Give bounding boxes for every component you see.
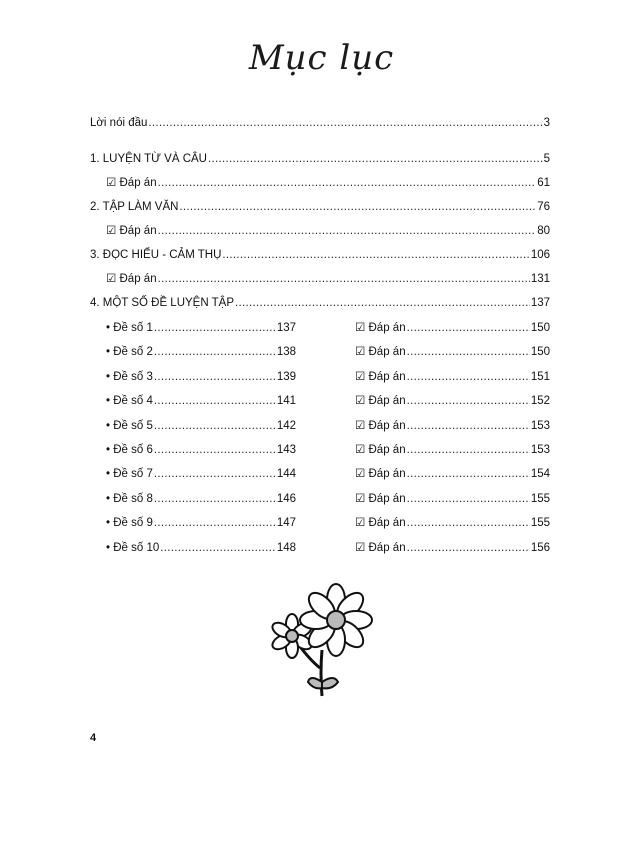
dot-leader xyxy=(158,223,537,239)
dot-leader xyxy=(407,418,530,434)
toc-entry-label: • Đề số 2 xyxy=(106,346,153,359)
dot-leader xyxy=(407,515,530,531)
toc-entry-label: 1. LUYỆN TỪ VÀ CÂU xyxy=(90,153,207,165)
dot-leader xyxy=(407,442,530,458)
toc-entry-answers-1[interactable] xyxy=(106,175,550,191)
toc-entry-page: 106 xyxy=(530,249,550,261)
dot-leader xyxy=(235,295,530,311)
toc-entry-label: ☑ Đáp án xyxy=(355,322,406,334)
dot-leader xyxy=(154,418,276,434)
toc-entry-label: ☑ Đáp án xyxy=(355,468,406,481)
toc-entry-label: • Đề số 6 xyxy=(106,444,153,456)
dot-leader xyxy=(208,151,543,167)
toc-entry-exam-answers[interactable] xyxy=(355,515,550,531)
dot-leader xyxy=(158,271,530,287)
toc-entry-page: 76 xyxy=(537,201,550,213)
toc-entry-label: ☑ Đáp án xyxy=(355,370,406,383)
toc-entry-label: Lời nói đầu xyxy=(90,117,148,129)
toc-entry-label: ☑ Đáp án xyxy=(355,517,406,530)
toc-entry-exam-answers[interactable] xyxy=(355,418,550,434)
toc-entry-exam[interactable] xyxy=(106,491,296,507)
toc-entry-page: 137 xyxy=(530,297,550,309)
page-number: 4 xyxy=(90,732,97,744)
toc-entry-label: 2. TẬP LÀM VĂN xyxy=(90,201,179,213)
toc-entry-page: 155 xyxy=(530,492,550,505)
toc-entry-exam[interactable] xyxy=(106,466,296,482)
toc-entry-page: 150 xyxy=(530,322,550,334)
toc-entry-exam-answers[interactable] xyxy=(355,491,550,507)
toc-entry-label: 4. MỘT SỐ ĐỀ LUYỆN TẬP xyxy=(90,297,235,309)
toc-entry-exam[interactable] xyxy=(106,344,296,360)
dot-leader xyxy=(154,515,276,531)
toc-entry-exam[interactable] xyxy=(106,393,296,409)
dot-leader xyxy=(154,393,276,409)
toc-entry-page: 131 xyxy=(530,273,550,285)
toc-entry-label: ☑ Đáp án xyxy=(106,225,157,237)
toc-entry-page: 156 xyxy=(530,541,550,554)
toc-entry-exam-answers[interactable] xyxy=(355,466,550,482)
toc-entry-section-4[interactable] xyxy=(90,295,550,311)
toc-entry-exam-answers[interactable] xyxy=(355,540,550,556)
toc-entry-page: 153 xyxy=(530,444,550,456)
toc-entry-page: 148 xyxy=(276,541,296,554)
toc-entry-exam[interactable] xyxy=(106,442,296,458)
toc-entry-page: 61 xyxy=(537,177,550,189)
toc-entry-page: 150 xyxy=(530,346,550,359)
toc-entry-page: 143 xyxy=(276,444,296,456)
toc-entry-page: 80 xyxy=(537,225,550,237)
toc-entry-exam[interactable] xyxy=(106,515,296,531)
toc-entry-section-2[interactable] xyxy=(90,199,550,215)
toc-entry-label: 3. ĐỌC HIỂU - CẢM THỤ xyxy=(90,249,222,261)
toc-entry-page: 142 xyxy=(276,419,296,432)
dot-leader xyxy=(158,175,537,191)
dot-leader xyxy=(154,491,276,507)
toc-entry-page: 3 xyxy=(543,117,550,129)
toc-entry-page: 5 xyxy=(543,153,550,165)
dot-leader xyxy=(160,540,276,556)
toc-entry-label: ☑ Đáp án xyxy=(355,419,406,432)
toc-entry-label: ☑ Đáp án xyxy=(355,395,406,408)
toc-entry-exam-answers[interactable] xyxy=(355,344,550,360)
toc-entry-page: 139 xyxy=(276,370,296,383)
toc-entry-page: 141 xyxy=(276,395,296,408)
toc-entry-page: 137 xyxy=(276,322,296,334)
toc-entry-exam[interactable] xyxy=(106,320,296,336)
toc-entry-label: ☑ Đáp án xyxy=(355,346,406,359)
toc-entry-label: ☑ Đáp án xyxy=(106,177,157,189)
dot-leader xyxy=(222,247,529,263)
toc-entry-section-3[interactable] xyxy=(90,247,550,263)
toc-entry-exam[interactable] xyxy=(106,418,296,434)
dot-leader xyxy=(154,320,276,336)
toc-entry-label: • Đề số 10 xyxy=(106,541,160,554)
dot-leader xyxy=(407,540,530,556)
toc-entry-label: • Đề số 9 xyxy=(106,517,153,530)
toc-entry-page: 154 xyxy=(530,468,550,481)
toc-entry-exam[interactable] xyxy=(106,369,296,385)
toc-entry-page: 147 xyxy=(276,517,296,530)
toc-entry-preface[interactable] xyxy=(90,115,550,131)
toc-entry-label: ☑ Đáp án xyxy=(355,444,406,456)
toc-entry-exam[interactable] xyxy=(106,540,296,556)
toc-entry-answers-2[interactable] xyxy=(106,223,550,239)
toc-entry-label: • Đề số 8 xyxy=(106,492,153,505)
toc-entry-label: • Đề số 7 xyxy=(106,468,153,481)
toc-entry-exam-answers[interactable] xyxy=(355,320,550,336)
toc-entry-label: • Đề số 3 xyxy=(106,370,153,383)
toc-entry-label: ☑ Đáp án xyxy=(355,492,406,505)
toc-entry-page: 152 xyxy=(530,395,550,408)
toc-entry-label: • Đề số 5 xyxy=(106,419,153,432)
dot-leader xyxy=(407,466,530,482)
toc-entry-page: 151 xyxy=(530,370,550,383)
dot-leader xyxy=(179,199,536,215)
toc-entry-label: • Đề số 1 xyxy=(106,322,153,334)
toc-entry-label: ☑ Đáp án xyxy=(355,541,406,554)
toc-entry-exam-answers[interactable] xyxy=(355,442,550,458)
toc-entry-page: 153 xyxy=(530,419,550,432)
dot-leader xyxy=(407,491,530,507)
toc-entry-label: • Đề số 4 xyxy=(106,395,153,408)
toc-entry-answers-3[interactable] xyxy=(106,271,550,287)
toc-entry-page: 138 xyxy=(276,346,296,359)
dot-leader xyxy=(154,344,276,360)
dot-leader xyxy=(407,320,530,336)
dot-leader xyxy=(154,466,276,482)
dot-leader xyxy=(407,369,530,385)
toc-entry-page: 146 xyxy=(276,492,296,505)
flower-illustration xyxy=(262,578,382,698)
toc-entry-section-1[interactable] xyxy=(90,151,550,167)
toc-entry-label: ☑ Đáp án xyxy=(106,273,157,285)
toc-entry-page: 155 xyxy=(530,517,550,530)
toc-entry-exam-answers[interactable] xyxy=(355,369,550,385)
dot-leader xyxy=(154,369,276,385)
toc-entry-page: 144 xyxy=(276,468,296,481)
dot-leader xyxy=(154,442,276,458)
dot-leader xyxy=(407,393,530,409)
toc-entry-exam-answers[interactable] xyxy=(355,393,550,409)
page-title: Mục lục xyxy=(248,38,395,78)
dot-leader xyxy=(407,344,530,360)
dot-leader xyxy=(148,115,542,131)
